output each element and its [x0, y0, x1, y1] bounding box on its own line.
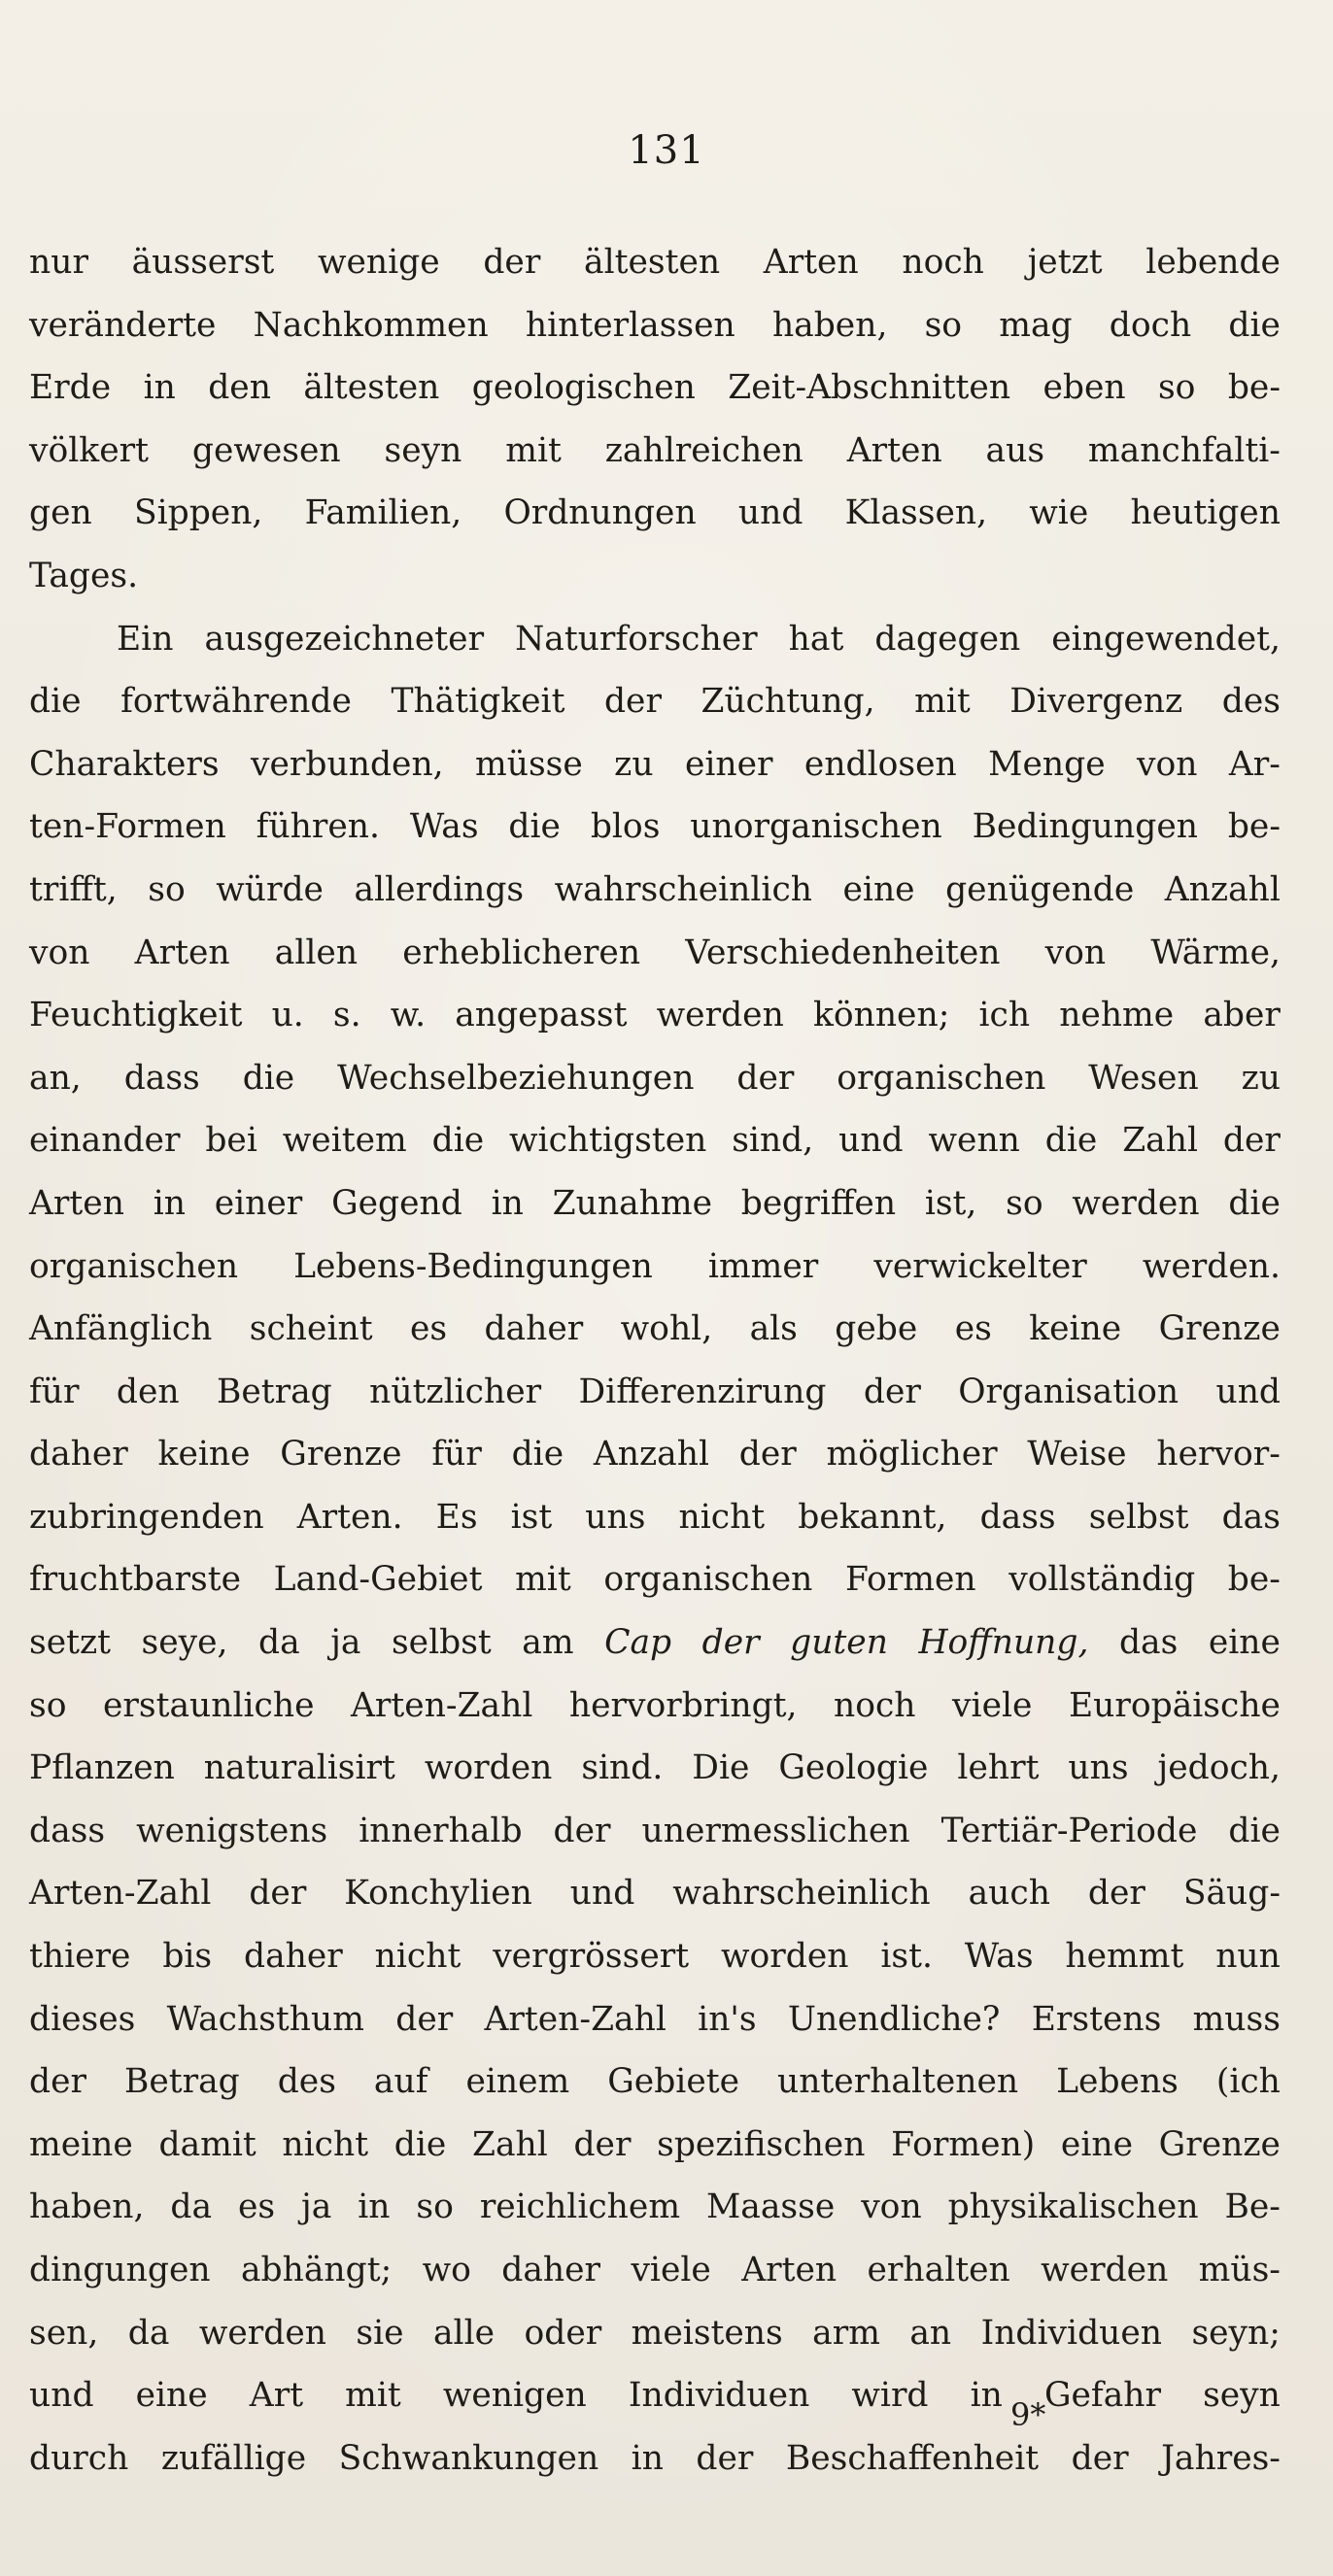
text-line: Anfänglich scheint es daher wohl, als gebe es keine Grenze	[29, 1309, 1281, 1349]
text-line: Charakters verbunden, müsse zu einer endlosen Menge von Ar-	[29, 744, 1281, 784]
text-line: daher keine Grenze für die Anzahl der möglicher Weise hervor-	[29, 1435, 1281, 1474]
text-line: veränderte Nachkommen hinterlassen haben, so mag doch die	[29, 305, 1281, 345]
text-line: dass wenigstens innerhalb der unermesslichen Tertiär-Periode die	[29, 1811, 1281, 1850]
text-line: von Arten allen erheblicheren Verschiedenheiten von Wärme,	[29, 932, 1281, 972]
page-number: 131	[628, 128, 705, 173]
text-line: Feuchtigkeit u. s. w. angepasst werden können; ich nehme aber	[29, 996, 1281, 1035]
text-line: meine damit nicht die Zahl der spezifischen Formen) eine Grenze	[29, 2124, 1281, 2164]
text-line: an, dass die Wechselbeziehungen der organischen Wesen zu	[29, 1058, 1281, 1098]
text-line: einander bei weitem die wichtigsten sind, und wenn die Zahl der	[29, 1121, 1281, 1161]
text-line: Ein ausgezeichneter Naturforscher hat dagegen eingewendet,	[117, 619, 1281, 659]
text-line: ten-Formen führen. Was die blos unorganischen Bedingungen be-	[29, 807, 1281, 847]
text-line: haben, da es ja in so reichlichem Maasse von physikalischen Be-	[29, 2187, 1281, 2227]
text-line: dieses Wachsthum der Arten-Zahl in's Unendliche? Erstens muss	[29, 1999, 1281, 2039]
text-line: Erde in den ältesten geologischen Zeit-Abschnitten eben so be-	[29, 368, 1281, 408]
text-line: dingungen abhängt; wo daher viele Arten erhalten werden müs-	[29, 2251, 1281, 2289]
text-line: gen Sippen, Familien, Ordnungen und Klassen, wie heutigen	[29, 493, 1281, 533]
text-line: Pflanzen naturalisirt worden sind. Die Geologie lehrt uns jedoch,	[29, 1748, 1281, 1788]
text-line: für den Betrag nützlicher Differenzirung der Organisation und	[29, 1372, 1281, 1411]
signature-mark: 9*	[1010, 2396, 1046, 2433]
text-line: völkert gewesen seyn mit zahlreichen Arten aus manchfalti-	[29, 430, 1281, 470]
text-line: organischen Lebens-Bedingungen immer verwickelter werden.	[29, 1246, 1281, 1286]
text-line: trifft, so würde allerdings wahrscheinlich eine genügende Anzahl	[29, 869, 1281, 909]
text-line: Arten in einer Gegend in Zunahme begriffen ist, so werden die	[29, 1183, 1281, 1223]
text-line: so erstaunliche Arten-Zahl hervorbringt, noch viele Europäische	[29, 1685, 1281, 1725]
text-line: thiere bis daher nicht vergrössert worden ist. Was hemmt nun	[29, 1937, 1281, 1977]
text-line: sen, da werden sie alle oder meistens arm an Individuen seyn;	[29, 2313, 1281, 2353]
text-line: die fortwährende Thätigkeit der Züchtung, mit Divergenz des	[29, 682, 1281, 722]
text-line: durch zufällige Schwankungen in der Beschaffenheit der Jahres-	[29, 2438, 1281, 2478]
text-line: setzt seye, da ja selbst am Cap der guten Hoffnung, das eine	[29, 1623, 1281, 1663]
text-line: fruchtbarste Land-Gebiet mit organischen Formen vollständig be-	[29, 1560, 1281, 1600]
text-line: nur äusserst wenige der ältesten Arten noch jetzt lebende	[29, 243, 1281, 282]
text-line: Tages.	[29, 556, 139, 595]
text-line: Arten-Zahl der Konchylien und wahrscheinlich auch der Säug-	[29, 1874, 1281, 1914]
text-line: zubringenden Arten. Es ist uns nicht bekannt, dass selbst das	[29, 1497, 1281, 1537]
body-text	[29, 231, 1281, 2490]
text-line: der Betrag des auf einem Gebiete unterhaltenen Lebens (ich	[29, 2062, 1281, 2102]
text-line: und eine Art mit wenigen Individuen wird in Gefahr seyn	[29, 2376, 1281, 2416]
